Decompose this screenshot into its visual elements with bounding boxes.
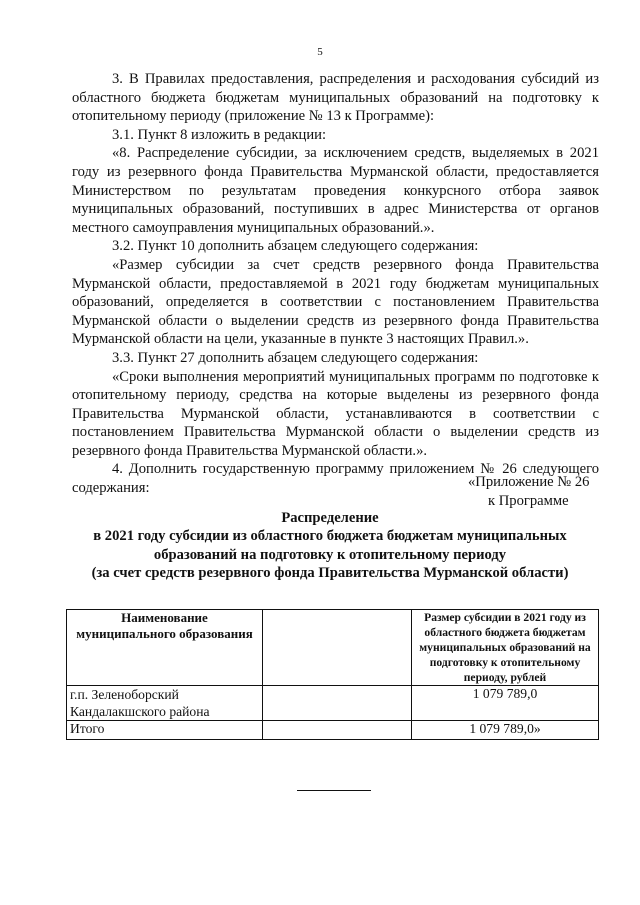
paragraph-3-1: 3.1. Пункт 8 изложить в редакции: — [112, 126, 327, 143]
row-amount: 1 079 789,0 — [412, 686, 599, 721]
paragraph-3-1-text: «8. Распределение субсидии, за исключением средств, выделяемых в 2021 году из резервного фонда Правительства Мурманской области, предоставляется Министерством по результатам проведения конкурсного отбора заявок муниципальных образований, поступивших в адрес Министерства от органов местного самоуправления муниципальных образований.». — [72, 145, 599, 236]
total-amount: 1 079 789,0» — [412, 721, 599, 740]
table-header-row — [67, 610, 599, 686]
table-row — [67, 686, 599, 721]
paragraph-3-3-text: «Сроки выполнения мероприятий муниципальных программ по подготовке к отопительному периоду, средства на которые выделены из резервного фонда Правительства Мурманской области, устанавливаются в соответствии с постановлением Правительства Мурманской области о выделении средств из резервного фонда Правительства Мурманской области.». — [72, 368, 599, 459]
page-number: 5 — [317, 46, 323, 58]
title-line-2: в 2021 году субсидии из областного бюджета бюджетам муниципальных — [93, 528, 567, 545]
body-text — [72, 70, 599, 498]
row-municipality: г.п. Зеленоборский Кандалакшского района — [67, 686, 263, 721]
appendix-line-1: «Приложение № 26 — [468, 474, 590, 490]
title-line-3: образований на подготовку к отопительному периоду — [153, 546, 507, 563]
end-divider — [297, 790, 371, 791]
appendix-reference — [440, 473, 600, 510]
total-empty-cell — [263, 721, 412, 740]
title-line-1: Распределение — [281, 510, 379, 526]
table-total-row — [67, 721, 599, 740]
paragraph-3-2: 3.2. Пункт 10 дополнить абзацем следующего содержания: — [112, 238, 479, 255]
document-title — [60, 509, 600, 583]
subsidy-table — [66, 609, 599, 740]
title-line-4: (за счет средств резервного фонда Правительства Мурманской области) — [91, 565, 569, 582]
paragraph-3-2-text: «Размер субсидии за счет средств резервного фонда Правительства Мурманской области, предоставляемой в 2021 году бюджетам муниципальных образований, определяется в соответствии с постановлением Правительства Мурманской области о выделении средств из резервного фонда Правительства Мурманской области на цели, указанные в пункте 3 настоящих Правил.». — [72, 256, 599, 348]
header-subsidy-amount: Размер субсидии в 2021 году из областного бюджета бюджетам муниципальных образований на подготовку к отопительному периоду, рублей — [412, 610, 599, 686]
appendix-line-2: к Программе — [488, 492, 569, 509]
paragraph-3-3: 3.3. Пункт 27 дополнить абзацем следующего содержания: — [112, 349, 479, 366]
header-municipality: Наименование муниципального образования — [67, 610, 263, 686]
header-empty-cell — [263, 610, 412, 686]
row-empty-cell — [263, 686, 412, 721]
paragraph-3: 3. В Правилах предоставления, распределения и расходования субсидий из областного бюджета бюджетам муниципальных образований на подготовку к отопительному периоду (приложение № 13 к Программе): — [72, 71, 599, 125]
total-label: Итого — [67, 721, 263, 740]
paragraph-4: 4. Дополнить государственную программу приложением № 26 следующего содержания: — [72, 461, 599, 497]
